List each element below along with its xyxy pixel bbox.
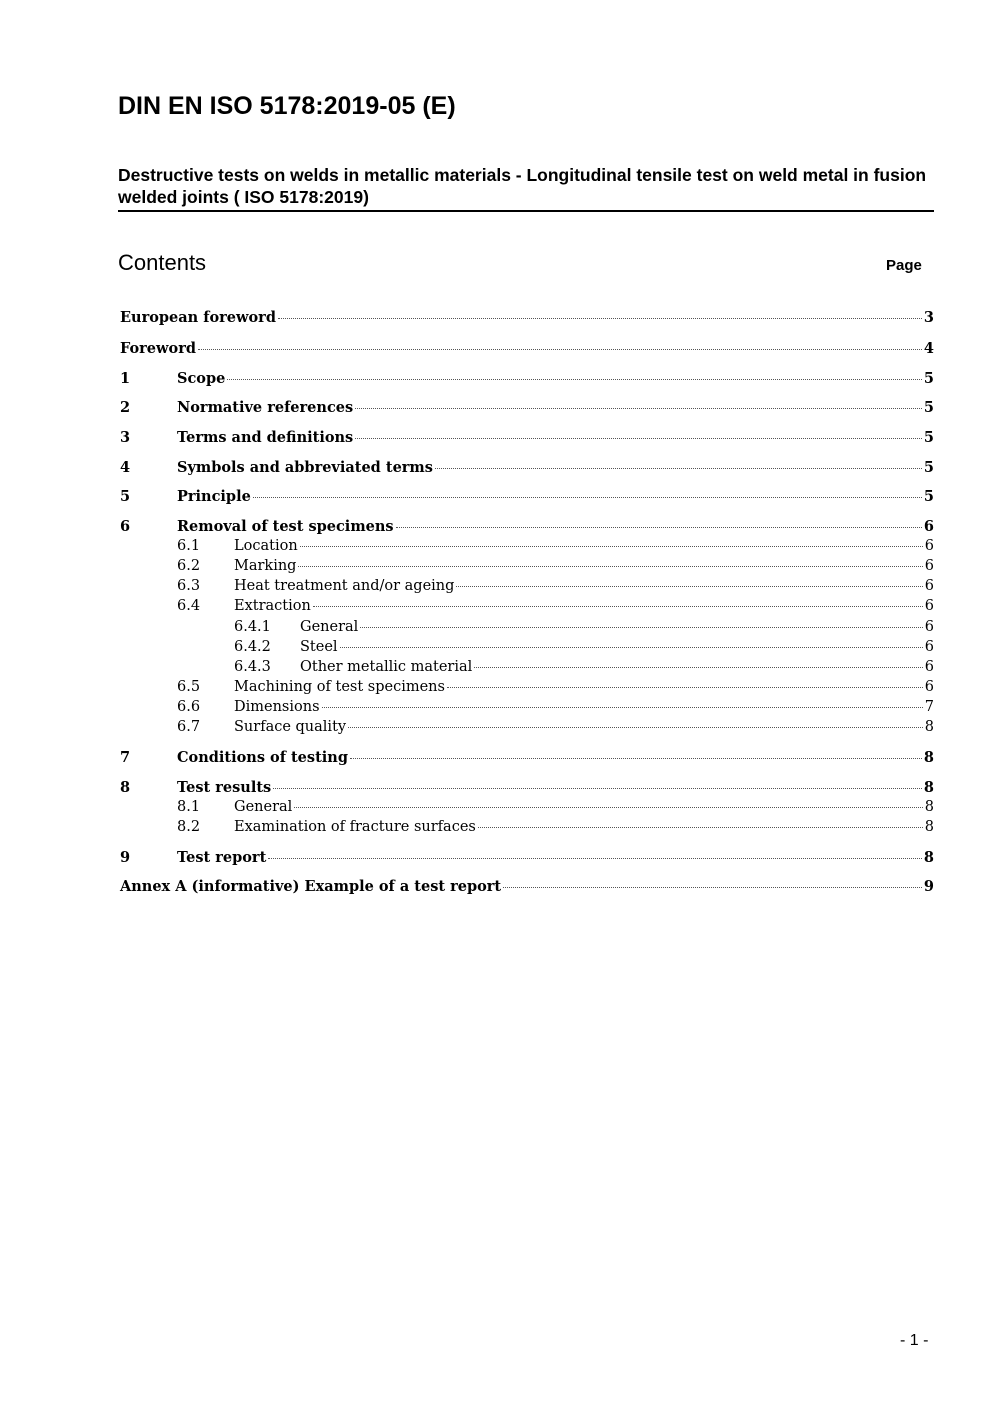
toc-leader-dots	[227, 378, 922, 380]
toc-subentry[interactable]	[177, 578, 934, 594]
toc-entry-label: Foreword	[120, 340, 196, 357]
toc-entry[interactable]	[120, 340, 934, 357]
page-number: - 1 -	[900, 1332, 929, 1349]
toc-entry-page: 6	[924, 538, 934, 554]
toc-entry-page: 6	[924, 558, 934, 574]
toc-entry-page: 3	[923, 309, 934, 326]
toc-entry-label: Test report	[177, 849, 267, 866]
toc-entry-label: Test results	[177, 779, 272, 796]
toc-entry-page: 8	[924, 819, 934, 835]
toc-leader-dots	[348, 726, 923, 728]
toc-leader-dots	[278, 317, 922, 319]
toc-entry-label: Steel	[300, 639, 338, 655]
toc-entry-number: 8.1	[177, 799, 201, 815]
toc-entry[interactable]	[120, 779, 934, 796]
toc-entry-label: General	[234, 799, 293, 815]
toc-entry-label: Examination of fracture surfaces	[234, 819, 476, 835]
toc-entry-label: Heat treatment and/or ageing	[234, 578, 455, 594]
toc-entry-label: Machining of test specimens	[234, 679, 445, 695]
toc-leader-dots	[447, 686, 923, 688]
toc-entry-page: 4	[923, 340, 934, 357]
toc-entry[interactable]	[120, 849, 934, 866]
toc-entry-number: 4	[120, 459, 131, 476]
toc-entry-page: 6	[924, 598, 934, 614]
toc-subsubentry[interactable]	[234, 639, 934, 655]
toc-subentry[interactable]	[177, 558, 934, 574]
toc-entry-number: 9	[120, 849, 131, 866]
toc-entry-page: 5	[923, 459, 934, 476]
toc-entry-label: Normative references	[177, 399, 354, 416]
toc-entry-number: 6.6	[177, 699, 201, 715]
contents-heading: Contents	[118, 250, 207, 275]
toc-entry-page: 5	[923, 399, 934, 416]
toc-entry-label: Location	[234, 538, 298, 554]
toc-entry-number: 3	[120, 429, 131, 446]
toc-entry-label: Other metallic material	[300, 659, 473, 675]
toc-leader-dots	[313, 605, 923, 607]
toc-entry-page: 9	[923, 878, 934, 895]
toc-entry-page: 8	[923, 749, 934, 766]
toc-entry[interactable]	[120, 429, 934, 446]
toc-subentry[interactable]	[177, 538, 934, 554]
toc-entry-number: 8.2	[177, 819, 201, 835]
toc-entry-label: Removal of test specimens	[177, 518, 394, 535]
toc-entry-number: 2	[120, 399, 131, 416]
toc-leader-dots	[474, 666, 922, 668]
toc-entry-page: 8	[924, 719, 934, 735]
toc-entry[interactable]	[120, 878, 934, 895]
toc-entry-number: 6.1	[177, 538, 201, 554]
toc-entry-number: 6	[120, 518, 131, 535]
toc-leader-dots	[300, 545, 923, 547]
toc-subentry[interactable]	[177, 819, 934, 835]
toc-leader-dots	[355, 407, 922, 409]
toc-entry-page: 6	[923, 518, 934, 535]
toc-entry-label: Symbols and abbreviated terms	[177, 459, 433, 476]
toc-entry-page: 6	[924, 639, 934, 655]
toc-leader-dots	[456, 585, 922, 587]
toc-entry-page: 6	[924, 659, 934, 675]
toc-leader-dots	[355, 437, 922, 439]
toc-entry-label: Scope	[177, 370, 226, 387]
toc-subentry[interactable]	[177, 679, 934, 695]
toc-leader-dots	[298, 565, 922, 567]
toc-leader-dots	[396, 526, 922, 528]
toc-entry-number: 1	[120, 370, 131, 387]
toc-entry-number: 6.7	[177, 719, 201, 735]
toc-entry-page: 8	[924, 799, 934, 815]
toc-entry[interactable]	[120, 309, 934, 326]
toc-entry-number: 6.3	[177, 578, 201, 594]
toc-leader-dots	[503, 886, 922, 888]
toc-leader-dots	[360, 626, 922, 628]
toc-leader-dots	[478, 826, 923, 828]
toc-entry-page: 6	[924, 619, 934, 635]
toc-leader-dots	[253, 496, 922, 498]
toc-entry-label: Conditions of testing	[177, 749, 348, 766]
toc-entry-page: 5	[923, 429, 934, 446]
toc-entry-label: Marking	[234, 558, 297, 574]
toc-subentry[interactable]	[177, 598, 934, 614]
toc-entry-label: European foreword	[120, 309, 276, 326]
toc-entry-label: General	[300, 619, 359, 635]
toc-subsubentry[interactable]	[234, 659, 934, 675]
toc-leader-dots	[273, 787, 922, 789]
toc-entry-page: 7	[924, 699, 934, 715]
toc-entry-page: 5	[923, 488, 934, 505]
toc-entry-number: 6.5	[177, 679, 201, 695]
toc-entry-page: 8	[923, 779, 934, 796]
toc-entry[interactable]	[120, 370, 934, 387]
toc-entry-label: Principle	[177, 488, 251, 505]
toc-entry[interactable]	[120, 459, 934, 476]
toc-entry[interactable]	[120, 749, 934, 766]
toc-entry-number: 6.4.2	[234, 639, 271, 655]
toc-entry[interactable]	[120, 488, 934, 505]
toc-leader-dots	[268, 857, 922, 859]
toc-entry[interactable]	[120, 399, 934, 416]
toc-entry-page: 6	[924, 578, 934, 594]
toc-subentry[interactable]	[177, 719, 934, 735]
toc-leader-dots	[340, 646, 923, 648]
toc-entry-number: 7	[120, 749, 131, 766]
toc-entry-label: Extraction	[234, 598, 311, 614]
toc-subentry[interactable]	[177, 699, 934, 715]
toc-subentry[interactable]	[177, 799, 934, 815]
toc-entry-number: 6.4.3	[234, 659, 271, 675]
toc-leader-dots	[350, 757, 922, 759]
toc-entry-label: Annex A (informative) Example of a test report	[120, 878, 502, 895]
toc-entry-number: 6.2	[177, 558, 201, 574]
toc-leader-dots	[294, 806, 922, 808]
toc-entry-number: 6.4.1	[234, 619, 271, 635]
document-subtitle: Destructive tests on welds in metallic materials - Longitudinal tensile test on weld metal in fusion welded joints ( ISO 5178:2019)	[118, 164, 934, 212]
toc-leader-dots	[198, 348, 922, 350]
toc-entry-page: 5	[923, 370, 934, 387]
toc-entry-page: 8	[923, 849, 934, 866]
toc-entry-label: Surface quality	[234, 719, 347, 735]
toc-entry[interactable]	[120, 518, 934, 535]
toc-entry-label: Terms and definitions	[177, 429, 354, 446]
toc-subsubentry[interactable]	[234, 619, 934, 635]
toc-entry-number: 8	[120, 779, 131, 796]
document-title: DIN EN ISO 5178:2019-05 (E)	[118, 92, 456, 120]
toc-entry-number: 6.4	[177, 598, 201, 614]
toc-entry-page: 6	[924, 679, 934, 695]
toc-entry-label: Dimensions	[234, 699, 320, 715]
toc-entry-number: 5	[120, 488, 131, 505]
page-column-heading: Page	[886, 257, 922, 274]
toc-leader-dots	[435, 467, 922, 469]
toc-leader-dots	[322, 706, 923, 708]
